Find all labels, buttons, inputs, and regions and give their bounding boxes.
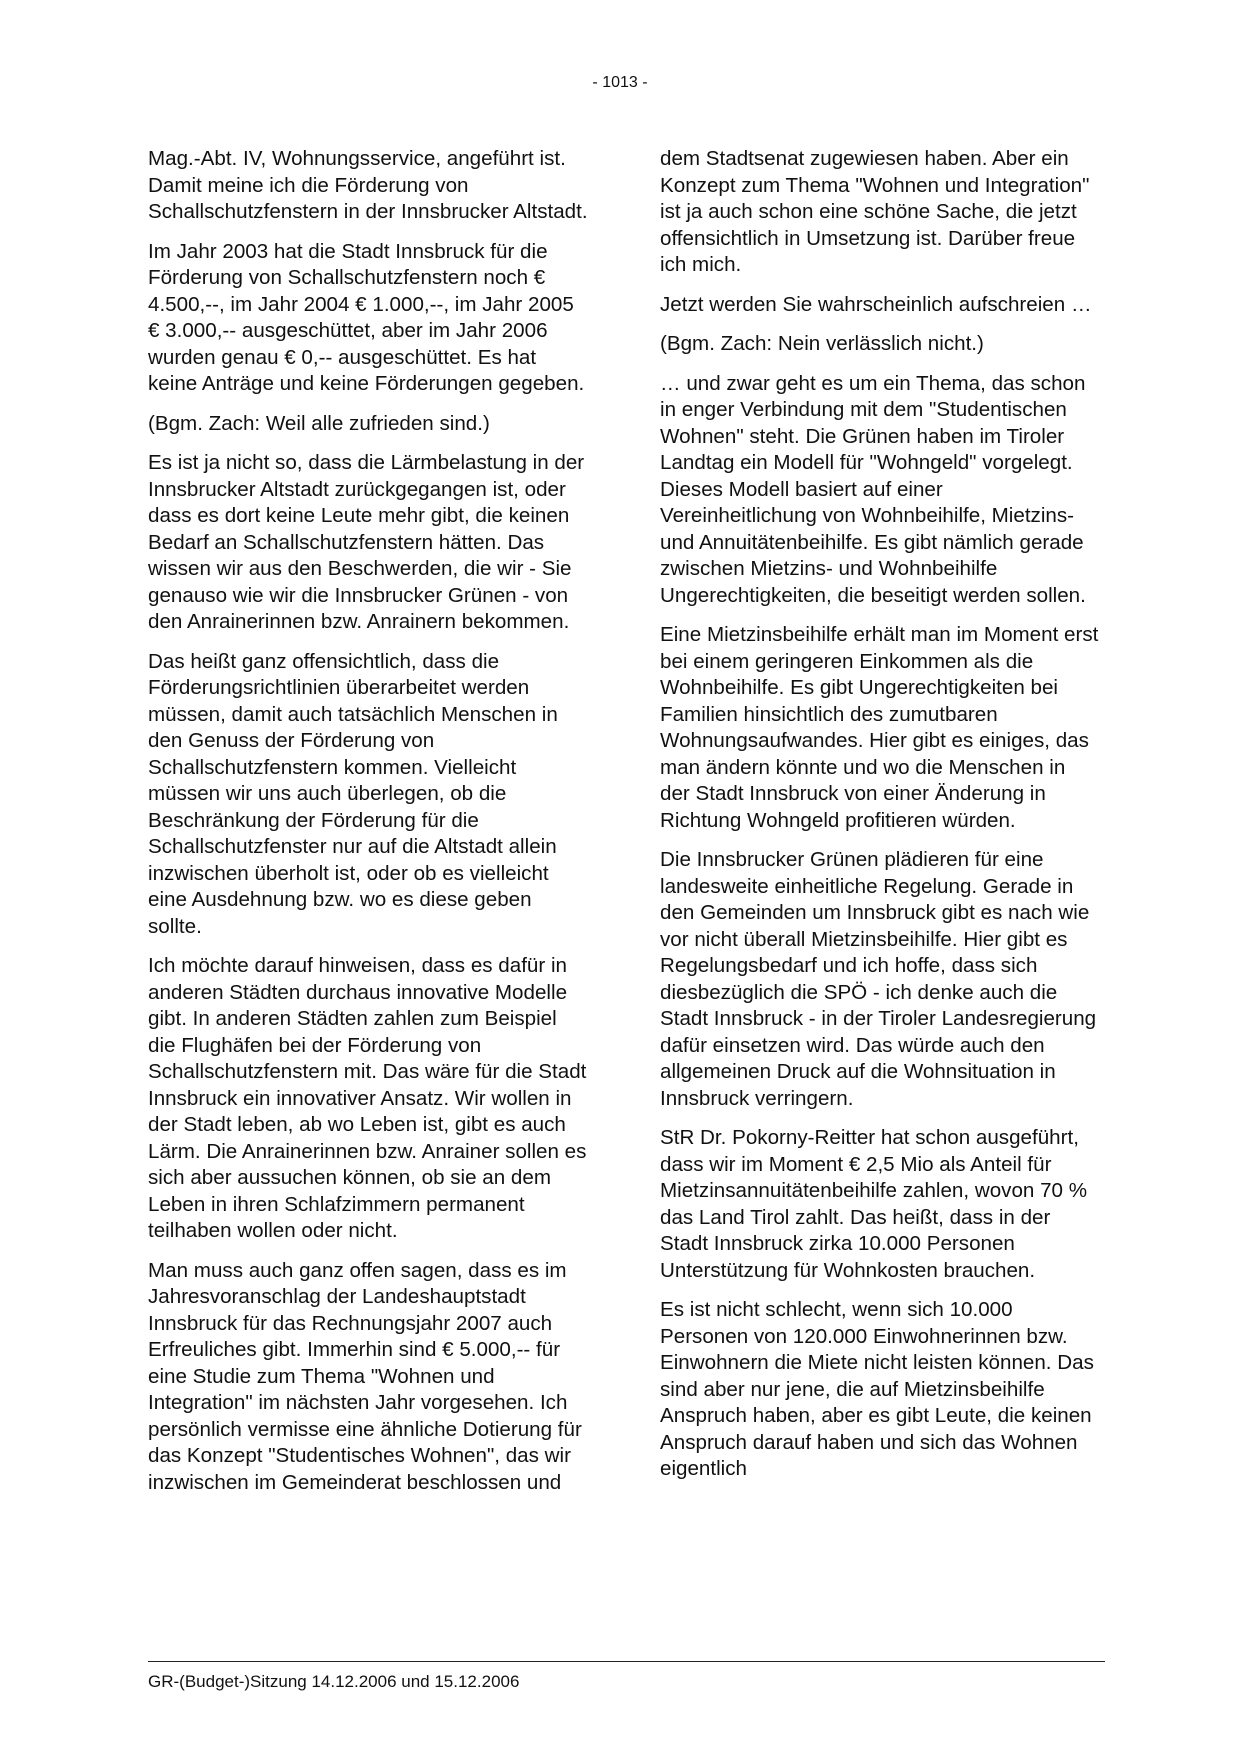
- paragraph: Die Innsbrucker Grünen plädieren für eine landesweite einheitliche Regelung. Gerade in den Gemeinden um Innsbruck gibt es nach wie vor nicht überall Mietzinsbeihilfe. Hier gibt es Regelungsbedarf und ich hoffe, dass sich diesbezüglich die SPÖ - ich denke auch die Stadt Innsbruck - in der Tiroler Landesregierung dafür einsetzen wird. Das würde auch den allgemeinen Druck auf die Wohnsituation in Innsbruck verringern.: [660, 848, 1097, 1110]
- paragraph: Es ist ja nicht so, dass die Lärmbelastung in der Innsbrucker Altstadt zurückgegangen ist, oder dass es dort keine Leute mehr gibt, die keinen Bedarf an Schallschutzfenstern hätten. Das wissen wir aus den Beschwerden, die wir - Sie genauso wie wir die Innsbrucker Grünen - von den Anrainerinnen bzw. Anrainern bekommen.: [148, 451, 585, 633]
- left-column: [148, 146, 588, 1509]
- paragraph: Man muss auch ganz offen sagen, dass es im Jahresvoranschlag der Landeshauptstadt Innsbruck für das Rechnungsjahr 2007 auch Erfreuliches gibt. Immerhin sind € 5.000,-- für eine Studie zum Thema "Wohnen und Integration" im nächsten Jahr vorgesehen. Ich persönlich vermisse eine ähnliche Dotierung für das Konzept "Studentisches Wohnen", das wir inzwischen im Gemeinderat beschlossen und: [148, 1258, 582, 1494]
- paragraph: Ich möchte darauf hinweisen, dass es dafür in anderen Städten durchaus innovative Modelle gibt. In anderen Städten zahlen zum Beispiel die Flughäfen bei der Förderung von Schallschutzfenstern mit. Das wäre für die Stadt Innsbruck ein innovativer Ansatz. Wir wollen in der Stadt leben, ab wo Leben ist, gibt es auch Lärm. Die Anrainerinnen bzw. Anrainer sollen es sich aber aussuchen können, ob sie an dem Leben in ihren Schlafzimmern permanent teilhaben wollen oder nicht.: [148, 954, 587, 1242]
- paragraph: StR Dr. Pokorny-Reitter hat schon ausgeführt, dass wir im Moment € 2,5 Mio als Anteil für Mietzinsannuitätenbeihilfe zahlen, wovon 70 % das Land Tirol zahlt. Das heißt, dass in der Stadt Innsbruck zirka 10.000 Personen Unterstützung für Wohnkosten brauchen.: [660, 1126, 1088, 1282]
- paragraph: Eine Mietzinsbeihilfe erhält man im Moment erst bei einem geringeren Einkommen als die Wohnbeihilfe. Es gibt Ungerechtigkeiten bei Familien hinsichtlich des zumutbaren Wohnungsaufwandes. Hier gibt es einiges, das man ändern könnte und wo die Menschen in der Stadt Innsbruck von einer Änderung in Richtung Wohngeld profitieren würden.: [660, 623, 1099, 832]
- page-number: - 1013 -: [592, 74, 648, 91]
- paragraph: Mag.-Abt. IV, Wohnungsservice, angeführt ist. Damit meine ich die Förderung von Schallschutzfenstern in der Innsbrucker Altstadt.: [148, 147, 588, 223]
- footer-text: GR-(Budget-)Sitzung 14.12.2006 und 15.12.2006: [148, 1672, 520, 1691]
- interjection: (Bgm. Zach: Weil alle zufrieden sind.): [148, 411, 490, 435]
- paragraph: Jetzt werden Sie wahrscheinlich aufschreien …: [660, 292, 1092, 316]
- right-column: [660, 146, 1100, 1496]
- interjection: (Bgm. Zach: Nein verlässlich nicht.): [660, 332, 984, 355]
- paragraph: … und zwar geht es um ein Thema, das schon in enger Verbindung mit dem "Studentischen Wohnen" steht. Die Grünen haben im Tiroler Landtag ein Modell für "Wohngeld" vorgelegt. Dieses Modell basiert auf einer Vereinheitlichung von Wohnbeihilfe, Mietzins- und Annuitätenbeihilfe. Es gibt nämlich gerade zwischen Mietzins- und Wohnbeihilfe Ungerechtigkeiten, die beseitigt werden sollen.: [660, 371, 1086, 607]
- footer-divider: [148, 1661, 1105, 1662]
- paragraph: dem Stadtsenat zugewiesen haben. Aber ein Konzept zum Thema "Wohnen und Integration" ist ja auch schon eine schöne Sache, die jetzt offensichtlich in Umsetzung ist. Darüber freue ich mich.: [660, 147, 1090, 276]
- paragraph: Es ist nicht schlecht, wenn sich 10.000 Personen von 120.000 Einwohnerinnen bzw. Einwohnern die Miete nicht leisten können. Das sind aber nur jene, die auf Mietzinsbeihilfe Anspruch haben, aber es gibt Leute, die keinen Anspruch darauf haben und sich das Wohnen eigentlich: [660, 1298, 1094, 1480]
- paragraph: Im Jahr 2003 hat die Stadt Innsbruck für die Förderung von Schallschutzfenstern noch € 4.500,--, im Jahr 2004 € 1.000,--, im Jahr 2005 € 3.000,-- ausgeschüttet, aber im Jahr 2006 wurden genau € 0,-- ausgeschüttet. Es hat keine Anträge und keine Förderungen gegeben.: [148, 239, 585, 395]
- paragraph: Das heißt ganz offensichtlich, dass die Förderungsrichtlinien überarbeitet werden müssen, damit auch tatsächlich Menschen in den Genuss der Förderung von Schallschutzfenstern kommen. Vielleicht müssen wir uns auch überlegen, ob die Beschränkung der Förderung für die Schallschutzfenster nur auf die Altstadt allein inzwischen überholt ist, oder ob es vielleicht eine Ausdehnung bzw. wo es diese geben sollte.: [148, 649, 558, 938]
